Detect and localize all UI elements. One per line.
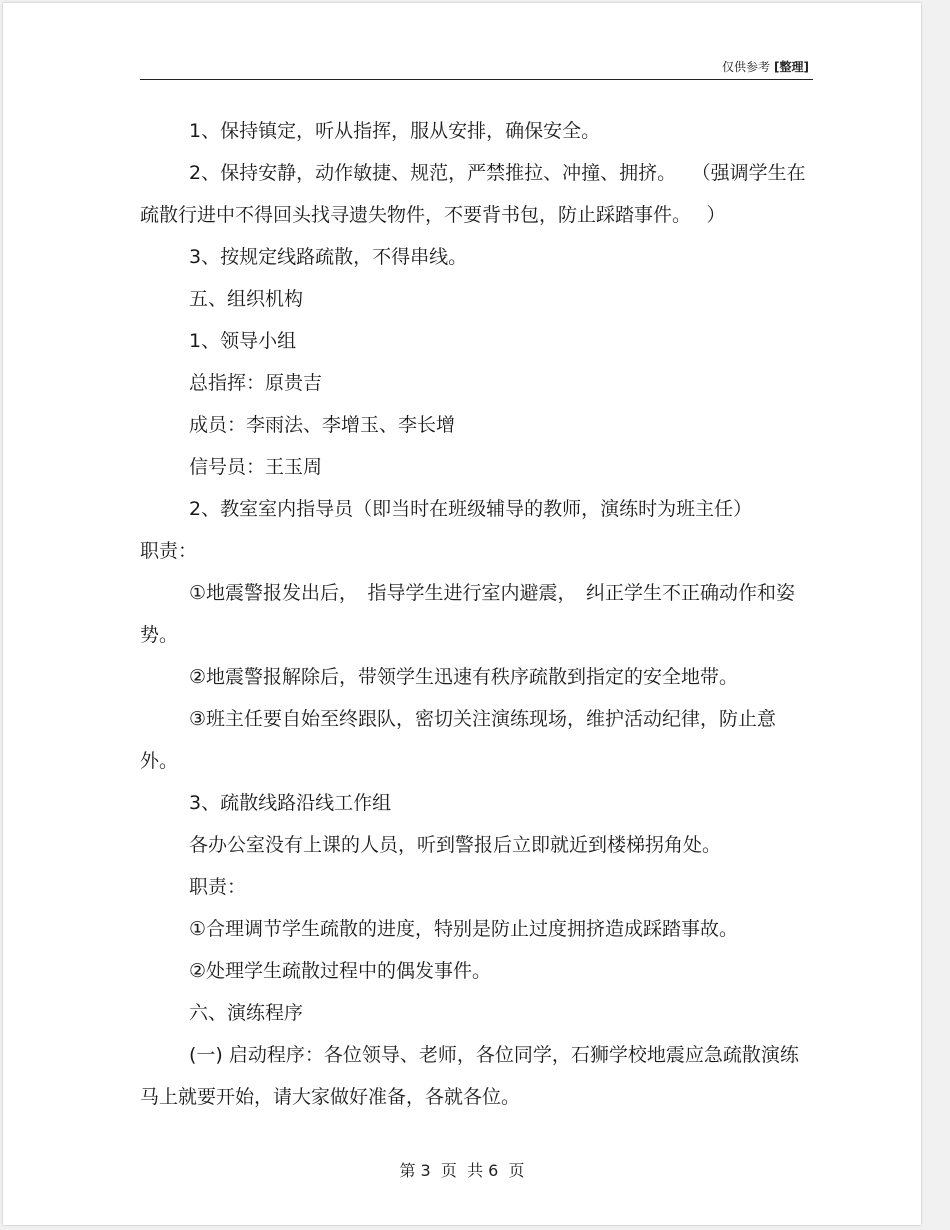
document-body xyxy=(140,110,813,1118)
paragraph: 职责： xyxy=(189,876,247,898)
page-footer: 第 3 页 共 6 页 xyxy=(399,1161,525,1180)
paragraph: ②处理学生疏散过程中的偶发事件。 xyxy=(189,960,492,982)
header-note xyxy=(722,58,809,75)
subsection-heading: 2、教室室内指导员（即当时在班级辅导的教师，演练时为班主任） xyxy=(189,498,753,520)
header-reference-label: 仅供参考 xyxy=(722,60,771,74)
paragraph: ②地震警报解除后，带领学生迅速有秩序疏散到指定的安全地带。 xyxy=(189,666,739,688)
subsection-heading: 1、领导小组 xyxy=(189,330,297,352)
paragraph: 信号员：王玉周 xyxy=(189,456,323,478)
paragraph: 总指挥：原贵吉 xyxy=(189,372,323,394)
paragraph: ③班主任要自始至终跟队，密切关注演练现场，维护活动纪律，防止意外。 xyxy=(140,708,777,772)
paragraph: 职责： xyxy=(140,540,198,562)
paragraph: 3、按规定线路疏散，不得串线。 xyxy=(189,246,468,268)
paragraph: 各办公室没有上课的人员，听到警报后立即就近到楼梯拐角处。 xyxy=(189,834,722,856)
subsection-heading: 3、疏散线路沿线工作组 xyxy=(189,792,392,814)
paragraph: 2、保持安静，动作敏捷、规范，严禁推拉、冲撞、拥挤。 （强调学生在疏散行进中不得回头找寻遗失物件，不要背书包，防止踩踏事件。 ） xyxy=(140,162,806,226)
paragraph: ①合理调节学生疏散的进度，特别是防止过度拥挤造成踩踏事故。 xyxy=(189,918,739,940)
document-page xyxy=(3,3,921,1225)
paragraph: (一) 启动程序：各位领导、老师，各位同学，石狮学校地震应急疏散演练马上就要开始，请大家做好准备，各就各位。 xyxy=(140,1044,799,1108)
paragraph: 成员：李雨法、李增玉、李长增 xyxy=(189,414,456,436)
paragraph: 1、保持镇定，听从指挥，服从安排，确保安全。 xyxy=(189,120,601,142)
header-divider xyxy=(140,79,813,80)
paragraph: ①地震警报发出后， 指导学生进行室内避震， 纠正学生不正确动作和姿势。 xyxy=(140,582,796,646)
section-heading: 六、演练程序 xyxy=(189,1002,304,1024)
header-tag: [整理] xyxy=(774,60,809,74)
section-heading: 五、组织机构 xyxy=(189,288,304,310)
